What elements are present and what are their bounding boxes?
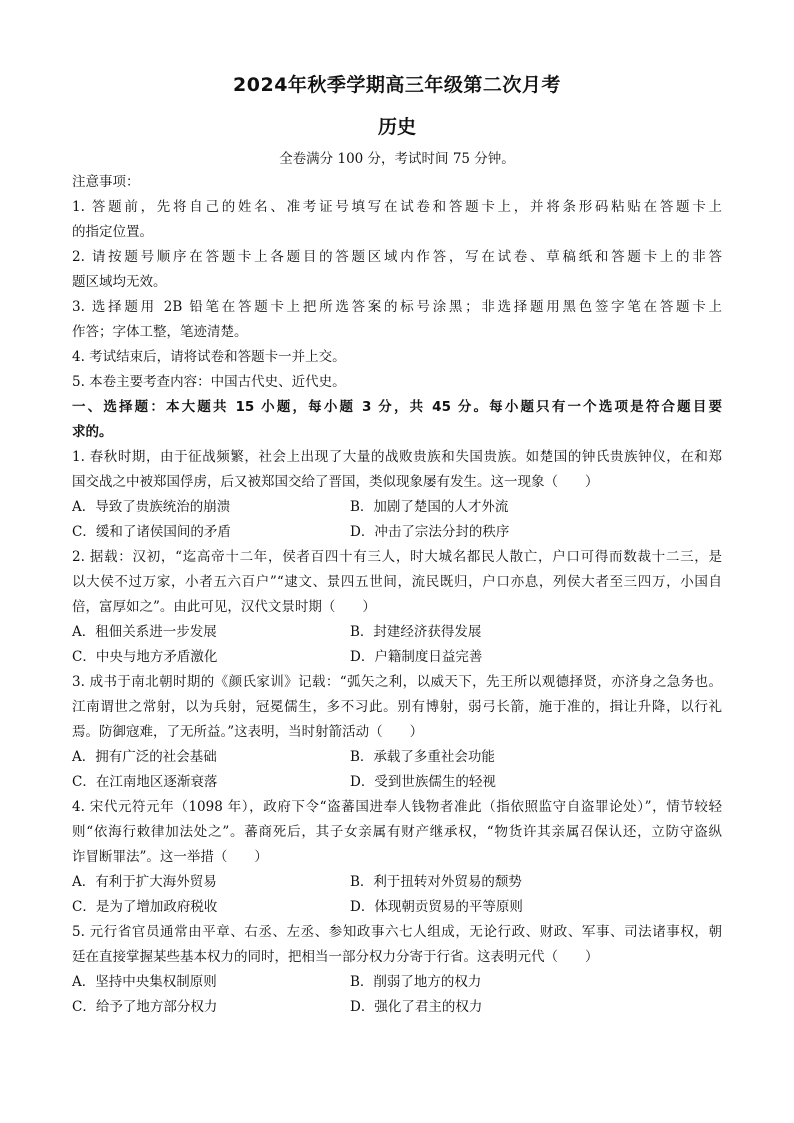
question-4 [72,795,722,920]
question-line: 国交战之中被郑国俘虏，后又被郑国交给了晋国，类似现象屡有发生。这一现象（ ） [72,474,599,490]
note-line: 作答；字体工整，笔迹清楚。 [72,324,248,340]
option-b[interactable]: B．封建经济获得发展 [350,624,482,640]
notes-heading: 注意事项： [72,174,140,190]
option-c[interactable]: C．给予了地方部分权力 [72,999,218,1015]
options-row [72,745,722,770]
options-row [72,520,722,545]
question-line: 江南谓世之常射，以为兵射，冠冕儒生，多不习此。别有博射，弱弓长箭，施于准的，揖让升降，以行礼 [72,699,722,715]
question-line: 3. 成书于南北朝时期的《颜氏家训》记载：“弧矢之利，以威天下，先王所以观德择贤，亦济身之急务也。 [72,674,722,690]
options-row [72,970,722,995]
exam-title: 2024年秋季学期高三年级第二次月考 [233,74,561,96]
option-d[interactable]: D．户籍制度日益完善 [350,649,483,665]
note-line: 4. 考试结束后，请将试卷和答题卡一并上交。 [72,349,346,365]
note-item [72,345,722,370]
note-line: 1. 答题前，先将自己的姓名、准考证号填写在试卷和答题卡上，并将条形码粘贴在答题卡上 [72,199,722,215]
options-row [72,620,722,645]
question-line: 5. 元行省官员通常由平章、右丞、左丞、参知政事六七人组成，无论行政、财政、军事、司法诸事权，朝 [72,924,722,940]
section-line: 一、选择题：本大题共 15 小题，每小题 3 分，共 45 分。每小题只有一个选项是符合题目要 [72,399,722,415]
option-a[interactable]: A．租佃关系进一步发展 [72,624,217,640]
option-c[interactable]: C．在江南地区逐渐衰落 [72,774,218,790]
question-line: 则“依海行敕律加法处之”。蕃商死后，其子女亲属有财产继承权，“物货许其亲属召保认还，立防守盗纵 [72,824,722,840]
option-b[interactable]: B．承载了多重社会功能 [350,749,495,765]
options-row [72,870,722,895]
note-item [72,245,722,295]
options-row [72,645,722,670]
option-c[interactable]: C．是为了增加政府税收 [72,899,218,915]
option-d[interactable]: D．受到世族儒生的轻视 [350,774,496,790]
note-item [72,370,722,395]
question-line: 4. 宋代元符元年（1098 年），政府下令“盗蕃国进奉人钱物者准此（指依照监守自盗罪论处）”，情节较轻 [72,799,722,815]
option-b[interactable]: B．加剧了楚国的人才外流 [350,499,509,515]
option-d[interactable]: D．冲击了宗法分封的秩序 [350,524,510,540]
question-line: 1. 春秋时期，由于征战频繁，社会上出现了大量的战败贵族和失国贵族。如楚国的钟氏贵族钟仪，在和郑 [72,449,722,465]
option-a[interactable]: A．导致了贵族统治的崩溃 [72,499,231,515]
note-line: 的指定位置。 [72,224,153,240]
question-5 [72,920,722,1020]
notes-block [72,170,722,395]
note-line: 5. 本卷主要考查内容：中国古代史、近代史。 [72,374,346,390]
option-d[interactable]: D．体现朝贡贸易的平等原则 [350,899,523,915]
option-b[interactable]: B．利于扭转对外贸易的颓势 [350,874,522,890]
option-a[interactable]: A．坚持中央集权制原则 [72,974,217,990]
note-item [72,195,722,245]
option-c[interactable]: C．缓和了诸侯国间的矛盾 [72,524,231,540]
exam-subject: 历史 [377,116,416,138]
option-a[interactable]: A．有利于扩大海外贸易 [72,874,217,890]
exam-body [72,170,722,1020]
options-row [72,770,722,795]
question-1 [72,445,722,545]
options-row [72,995,722,1020]
option-d[interactable]: D．强化了君主的权力 [350,999,483,1015]
exam-meta: 全卷满分 100 分，考试时间 75 分钟。 [279,151,515,167]
question-line: 倍，富厚如之”。由此可见，汉代文景时期（ ） [72,599,376,615]
options-row [72,895,722,920]
question-line: 2. 据载：汉初，“迄高帝十二年，侯者百四十有三人，时大城名都民人散亡，户口可得而数裁十二三，是 [72,549,722,565]
note-line: 题区域均无效。 [72,274,167,290]
option-c[interactable]: C．中央与地方矛盾激化 [72,649,218,665]
question-line: 诈冒断罪法”。这一举措（ ） [72,849,268,865]
note-item [72,295,722,345]
option-a[interactable]: A．拥有广泛的社会基础 [72,749,217,765]
options-row [72,495,722,520]
question-line: 廷在直接掌握某些基本权力的同时，把相当一部分权力分寄于行省。这表明元代（ ） [72,949,599,965]
section-heading [72,395,722,445]
question-2 [72,545,722,670]
section-line: 求的。 [72,424,113,440]
note-line: 2. 请按题号顺序在答题卡上各题目的答题区域内作答，写在试卷、草稿纸和答题卡上的非答 [72,249,722,265]
option-b[interactable]: B．削弱了地方的权力 [350,974,482,990]
question-line: 焉。防御寇难，了无所益。”这表明，当时射箭活动（ ） [72,724,424,740]
note-line: 3. 选择题用 2B 铅笔在答题卡上把所选答案的标号涂黑；非选择题用黑色签字笔在答题卡上 [72,299,722,315]
question-3 [72,670,722,795]
question-line: 以大侯不过万家，小者五六百户”“逮文、景四五世间，流民既归，户口亦息，列侯大者至三四万，小国自 [72,574,722,590]
